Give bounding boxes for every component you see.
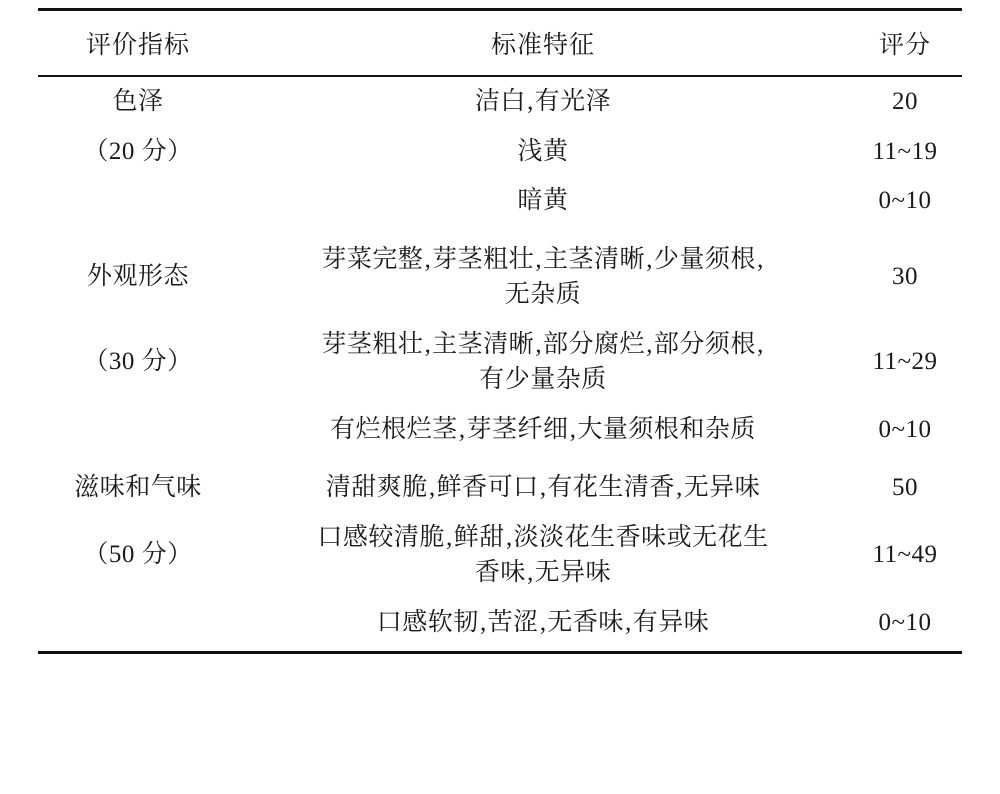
table-row (38, 513, 962, 598)
table-row (38, 76, 962, 127)
column-header-feature: 标准特征 (490, 32, 595, 59)
table-row (38, 405, 962, 455)
criteria-score: 11~49 (872, 541, 938, 569)
column-header-index: 评价指标 (85, 32, 190, 59)
criteria-score: 11~19 (872, 137, 938, 165)
feature-line: 香味‚无异味 (474, 559, 612, 586)
criteria-points: （30 分） (83, 348, 193, 376)
criteria-feature (238, 598, 848, 648)
criteria-feature (238, 127, 848, 177)
table-row (38, 127, 962, 177)
column-header-score: 评分 (878, 32, 931, 59)
feature-line: 有烂根烂茎‚芽茎纤细‚大量须根和杂质 (330, 415, 756, 443)
feature-line: 口感较清脆‚鲜甜‚淡淡花生香味或无花生 (317, 523, 769, 551)
table-body (38, 76, 962, 651)
criteria-name-empty (38, 176, 238, 226)
criteria-feature (238, 454, 848, 513)
criteria-score: 30 (892, 263, 918, 291)
criteria-score: 0~10 (878, 187, 932, 214)
table-row (38, 176, 962, 226)
document-page (0, 8, 1000, 794)
table-row (38, 226, 962, 320)
feature-line: 口感软韧‚苦涩‚无香味‚有异味 (376, 608, 710, 636)
table-header-row (38, 10, 962, 77)
criteria-feature (238, 405, 848, 455)
feature-line: 清甜爽脆‚鲜香可口‚有花生清香‚无异味 (325, 474, 761, 501)
feature-line: 芽茎粗壮‚主茎清晰‚部分腐烂‚部分须根‚ (321, 330, 765, 358)
feature-line: 洁白‚有光泽 (474, 88, 612, 115)
criteria-points: （20 分） (83, 137, 193, 165)
criteria-score: 20 (892, 88, 918, 115)
criteria-score: 0~10 (878, 608, 932, 636)
criteria-name: 色泽 (112, 88, 164, 115)
feature-line: 无杂质 (504, 281, 582, 308)
table-row (38, 598, 962, 648)
feature-line: 浅黄 (517, 137, 569, 165)
criteria-name-empty (38, 598, 238, 648)
criteria-feature (238, 76, 848, 127)
table-row (38, 320, 962, 405)
criteria-name: 滋味和气味 (74, 474, 202, 501)
criteria-name: 外观形态 (86, 263, 189, 291)
feature-line: 有少量杂质 (479, 366, 607, 393)
feature-line: 芽菜完整‚芽茎粗壮‚主茎清晰‚少量须根‚ (321, 245, 765, 273)
evaluation-criteria-table (38, 8, 962, 651)
criteria-feature (238, 176, 848, 226)
feature-line: 暗黄 (517, 187, 569, 214)
table-bottom-rule (38, 651, 962, 654)
criteria-score: 0~10 (878, 415, 932, 443)
criteria-points: （50 分） (83, 541, 193, 569)
table-header (38, 10, 962, 77)
criteria-feature (238, 226, 848, 320)
criteria-feature (238, 320, 848, 405)
criteria-name-empty (38, 405, 238, 455)
criteria-feature (238, 513, 848, 598)
criteria-score: 11~29 (872, 348, 938, 376)
criteria-score: 50 (892, 474, 918, 501)
table-row (38, 454, 962, 513)
